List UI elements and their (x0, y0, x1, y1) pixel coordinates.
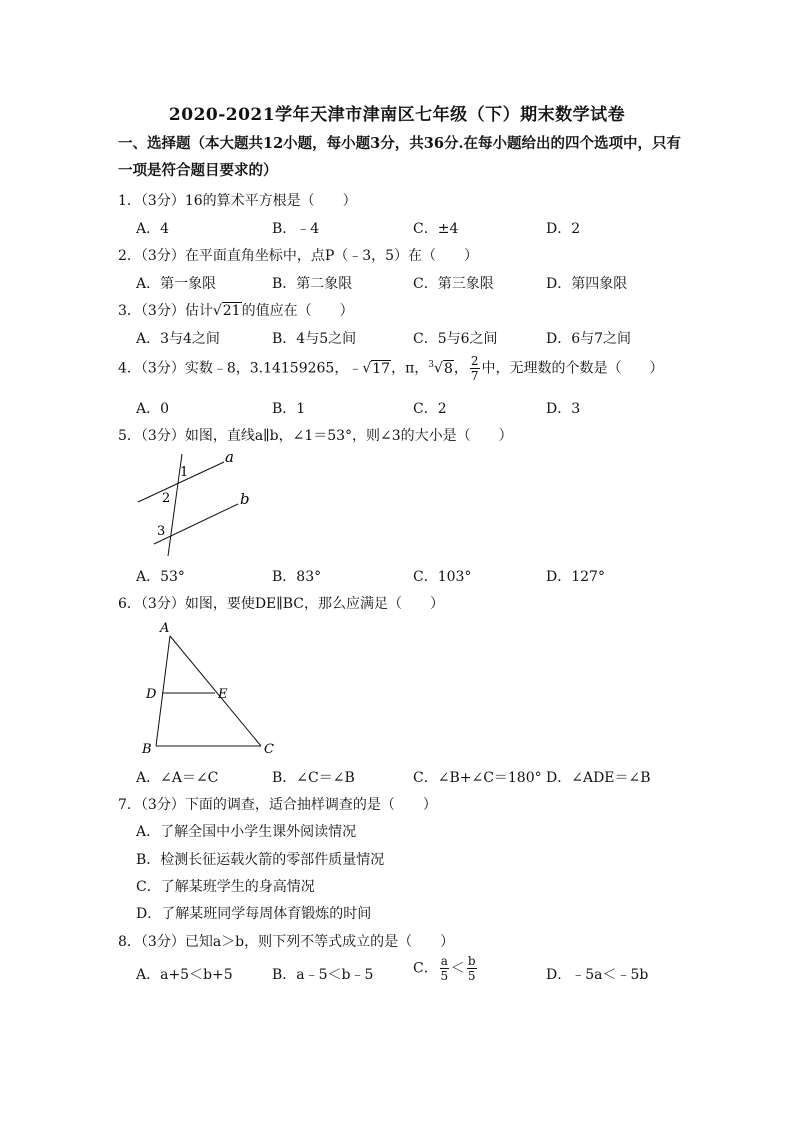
side-ac (170, 636, 261, 746)
sqrt-symbol: √ (212, 303, 222, 319)
q4-option-d: D．3 (546, 401, 581, 417)
angle-label-2: 2 (162, 491, 171, 506)
section-heading: 一、选择题（本大题共12小题，每小题3分，共36分.在每小题给出的四个选项中，只有一项是符合题目要求的） (118, 135, 681, 179)
q4-radicand-1: 17 (372, 360, 391, 377)
q6-option-a: A．∠A＝∠C (136, 770, 219, 786)
q8-option-c (413, 954, 479, 983)
vertex-c: C (264, 742, 274, 757)
q8-option-b: B．a﹣5＜b﹣5 (272, 967, 374, 983)
sqrt-symbol: √ (434, 360, 443, 377)
q3-stem-pre: 3．（3分）估计 (118, 303, 213, 319)
question-8: 8．（3分）已知a＞b，则下列不等式成立的是（ ） (118, 934, 455, 950)
q8-c-num-2: b (467, 954, 476, 968)
q3-option-b: B．4与5之间 (272, 331, 357, 347)
q4-option-b: B．1 (272, 401, 306, 417)
point-d: D (146, 687, 157, 702)
point-e: E (218, 687, 228, 702)
q8-c-den-1: 5 (440, 969, 449, 983)
q6-triangle-figure (138, 618, 288, 760)
q6-option-b: B．∠C＝∠B (272, 770, 355, 786)
question-1: 1．（3分）16的算术平方根是（ ） (118, 193, 357, 209)
side-ab (156, 636, 170, 746)
q4-option-c: C．2 (413, 401, 447, 417)
q3-radicand: 21 (222, 303, 241, 319)
q4-mid: ，π， (391, 360, 429, 377)
angle-label-3: 3 (157, 524, 166, 539)
q4-stem-post: 中，无理数的个数是（ ） (481, 360, 664, 377)
question-7: 7．（3分）下面的调查，适合抽样调查的是（ ） (118, 797, 437, 813)
question-5: 5．（3分）如图，直线a∥b，∠1＝53°，则∠3的大小是（ ） (118, 428, 513, 444)
q8-c-frac-1 (440, 954, 449, 983)
vertex-b: B (142, 742, 152, 757)
q8-option-d: D．﹣5a＜﹣5b (546, 967, 649, 983)
q6-option-c: C．∠B+∠C＝180° (413, 770, 542, 786)
q4-cube-index: 3 (428, 359, 435, 370)
q3-option-d: D．6与7之间 (546, 331, 632, 347)
q8-c-lt: ＜ (450, 960, 465, 977)
q3-option-c: C．5与6之间 (413, 331, 498, 347)
q2-option-a: A．第一象限 (136, 276, 217, 292)
q8-option-a: A．a+5＜b+5 (136, 967, 233, 983)
line-b (154, 504, 238, 544)
q7-option-d: D．了解某班同学每周体育锻炼的时间 (136, 906, 372, 922)
question-4 (118, 354, 664, 383)
q1-option-b: B．﹣4 (272, 221, 320, 237)
q7-option-a: A．了解全国中小学生课外阅读情况 (136, 824, 357, 840)
q1-option-c: C．±4 (413, 221, 459, 237)
q5-option-d: D．127° (546, 569, 605, 585)
q4-stem-pre: 4．（3分）实数﹣8，3.14159265，﹣ (118, 360, 363, 377)
q4-option-a: A．0 (136, 401, 170, 417)
q2-option-d: D．第四象限 (546, 276, 628, 292)
question-6: 6．（3分）如图，要使DE∥BC，那么应满足（ ） (118, 596, 444, 612)
q7-option-b: B．检测长征运载火箭的零部件质量情况 (136, 852, 385, 868)
vertex-a: A (160, 621, 170, 636)
q5-option-c: C．103° (413, 569, 472, 585)
q5-option-a: A．53° (136, 569, 185, 585)
q2-option-b: B．第二象限 (272, 276, 353, 292)
q6-option-d: D．∠ADE＝∠B (546, 770, 651, 786)
q5-parallel-lines-figure (130, 444, 270, 559)
q5-option-b: B．83° (272, 569, 322, 585)
label-a: a (225, 448, 234, 466)
q4-sep: ， (453, 360, 468, 377)
question-2: 2．（3分）在平面直角坐标中，点P（﹣3，5）在（ ） (118, 248, 479, 264)
label-b: b (240, 490, 250, 508)
q1-option-a: A．4 (136, 221, 170, 237)
q4-fraction (470, 354, 480, 383)
q2-option-c: C．第三象限 (413, 276, 494, 292)
q4-frac-num: 2 (470, 354, 479, 368)
page-title: 2020-2021学年天津市津南区七年级（下）期末数学试卷 (168, 105, 626, 125)
angle-label-1: 1 (180, 465, 189, 480)
q3-stem-post: 的值应在（ ） (241, 303, 354, 319)
q1-option-d: D．2 (546, 221, 581, 237)
q8-c-num-1: a (440, 954, 448, 968)
q8-c-den-2: 5 (467, 969, 476, 983)
q7-option-c: C．了解某班学生的身高情况 (136, 879, 315, 895)
q8-c-prefix: C． (413, 960, 438, 977)
question-3 (118, 300, 354, 320)
q3-option-a: A．3与4之间 (136, 331, 220, 347)
q8-c-frac-2 (467, 954, 477, 983)
sqrt-symbol: √ (362, 360, 372, 377)
q4-frac-den: 7 (470, 369, 479, 383)
q4-radicand-2: 8 (443, 360, 453, 377)
